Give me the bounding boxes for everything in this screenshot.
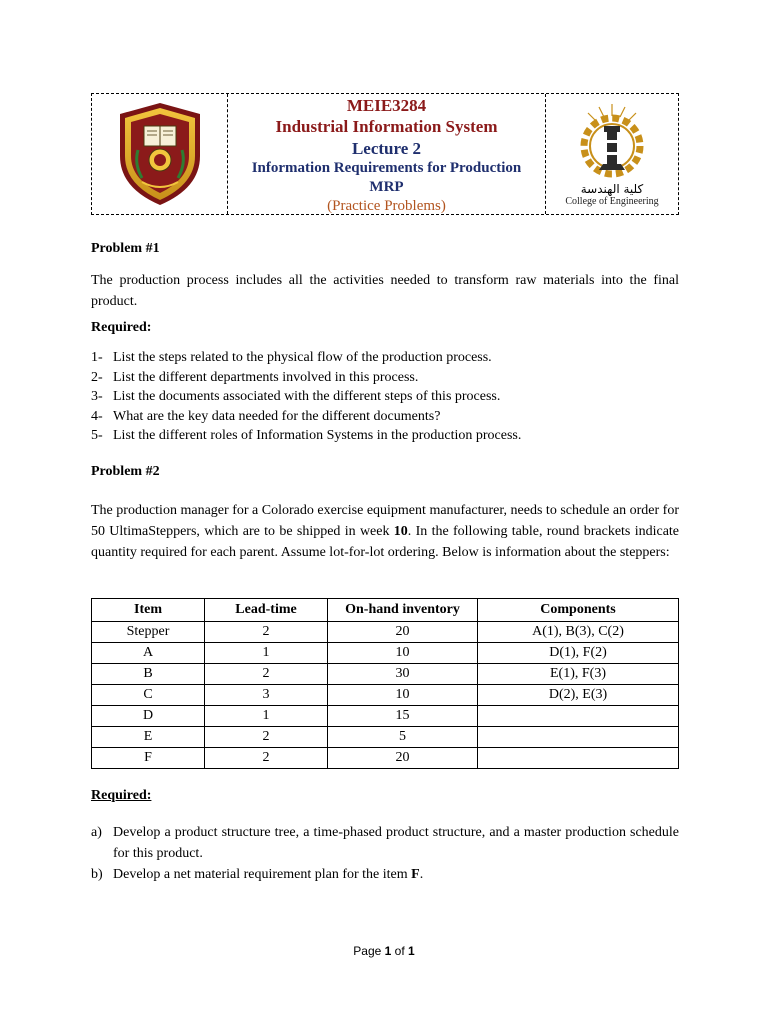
of-word: of <box>394 944 405 958</box>
course-name: Industrial Information System <box>275 117 498 136</box>
college-name-english: College of Engineering <box>565 196 659 207</box>
list-item: 3- List the documents associated with the different steps of this process. <box>91 389 501 404</box>
lecture-subtitle: (Practice Problems) <box>327 198 446 214</box>
column-header-components: Components <box>478 599 679 622</box>
problem2-required-label: Required: <box>91 788 152 803</box>
column-header-on-hand: On-hand inventory <box>328 599 478 622</box>
table-row: C 3 10 D(2), E(3) <box>92 685 679 706</box>
problem1-required-label: Required: <box>91 320 152 335</box>
list-item: a) Develop a product structure tree, a time-phased product structure, and a master production schedule for this product. <box>91 825 679 861</box>
university-seal-logo <box>114 100 206 208</box>
course-code: MEIE3284 <box>346 96 427 115</box>
item-f: F <box>411 867 420 882</box>
problem1-intro: The production process includes all the activities needed to transform raw materials into the final product. <box>91 273 679 309</box>
column-header-lead-time: Lead-time <box>205 599 328 622</box>
list-item: 4- What are the key data needed for the different documents? <box>91 408 441 424</box>
page-footer <box>0 944 768 958</box>
table-row: A 1 10 D(1), F(2) <box>92 643 679 664</box>
problem1-title: Problem #1 <box>91 241 160 256</box>
page-number: 1 <box>384 944 392 958</box>
page-word: Page <box>353 944 382 958</box>
table-row: Stepper 2 20 A(1), B(3), C(2) <box>92 622 679 643</box>
table-row: F 2 20 <box>92 748 679 769</box>
college-name-arabic: كلية الهندسة <box>580 182 644 196</box>
university-logo-cell <box>92 94 228 214</box>
document-header <box>91 93 679 215</box>
table-row: B 2 30 E(1), F(3) <box>92 664 679 685</box>
table-row: E 2 5 <box>92 727 679 748</box>
lecture-number: Lecture 2 <box>351 139 422 158</box>
list-item: 2- List the different departments involved in this process. <box>91 369 419 385</box>
list-item: 1- List the steps related to the physical flow of the production process. <box>91 350 492 365</box>
problem2-intro: The production manager for a Colorado exercise equipment manufacturer, needs to schedule an order for 50 UltimaSteppers, which are to be shipped in week 10. In the following table, round brackets indicate quantity required for each parent. Assume lot-for-lot ordering. Below is information about the steppers: <box>91 503 680 560</box>
college-logo-cell <box>546 94 678 214</box>
list-item: b) Develop a net material requirement plan for the item F. <box>91 867 424 882</box>
table-header-row <box>92 599 679 622</box>
college-gear-logo <box>569 102 655 180</box>
stepper-bom-table <box>91 598 679 769</box>
lecture-topic: Information Requirements for Production <box>251 160 522 176</box>
problem1-required-list <box>91 348 679 446</box>
ship-week: 10 <box>393 524 408 539</box>
problem2-required-list <box>91 822 679 885</box>
column-header-item: Item <box>92 599 205 622</box>
course-title-cell <box>228 94 546 214</box>
problem2-title: Problem #2 <box>91 464 160 479</box>
lecture-topic-line2: MRP <box>369 179 404 195</box>
list-item: 5- List the different roles of Information Systems in the production process. <box>91 428 522 443</box>
page-total: 1 <box>408 944 415 958</box>
table-row: D 1 15 <box>92 706 679 727</box>
